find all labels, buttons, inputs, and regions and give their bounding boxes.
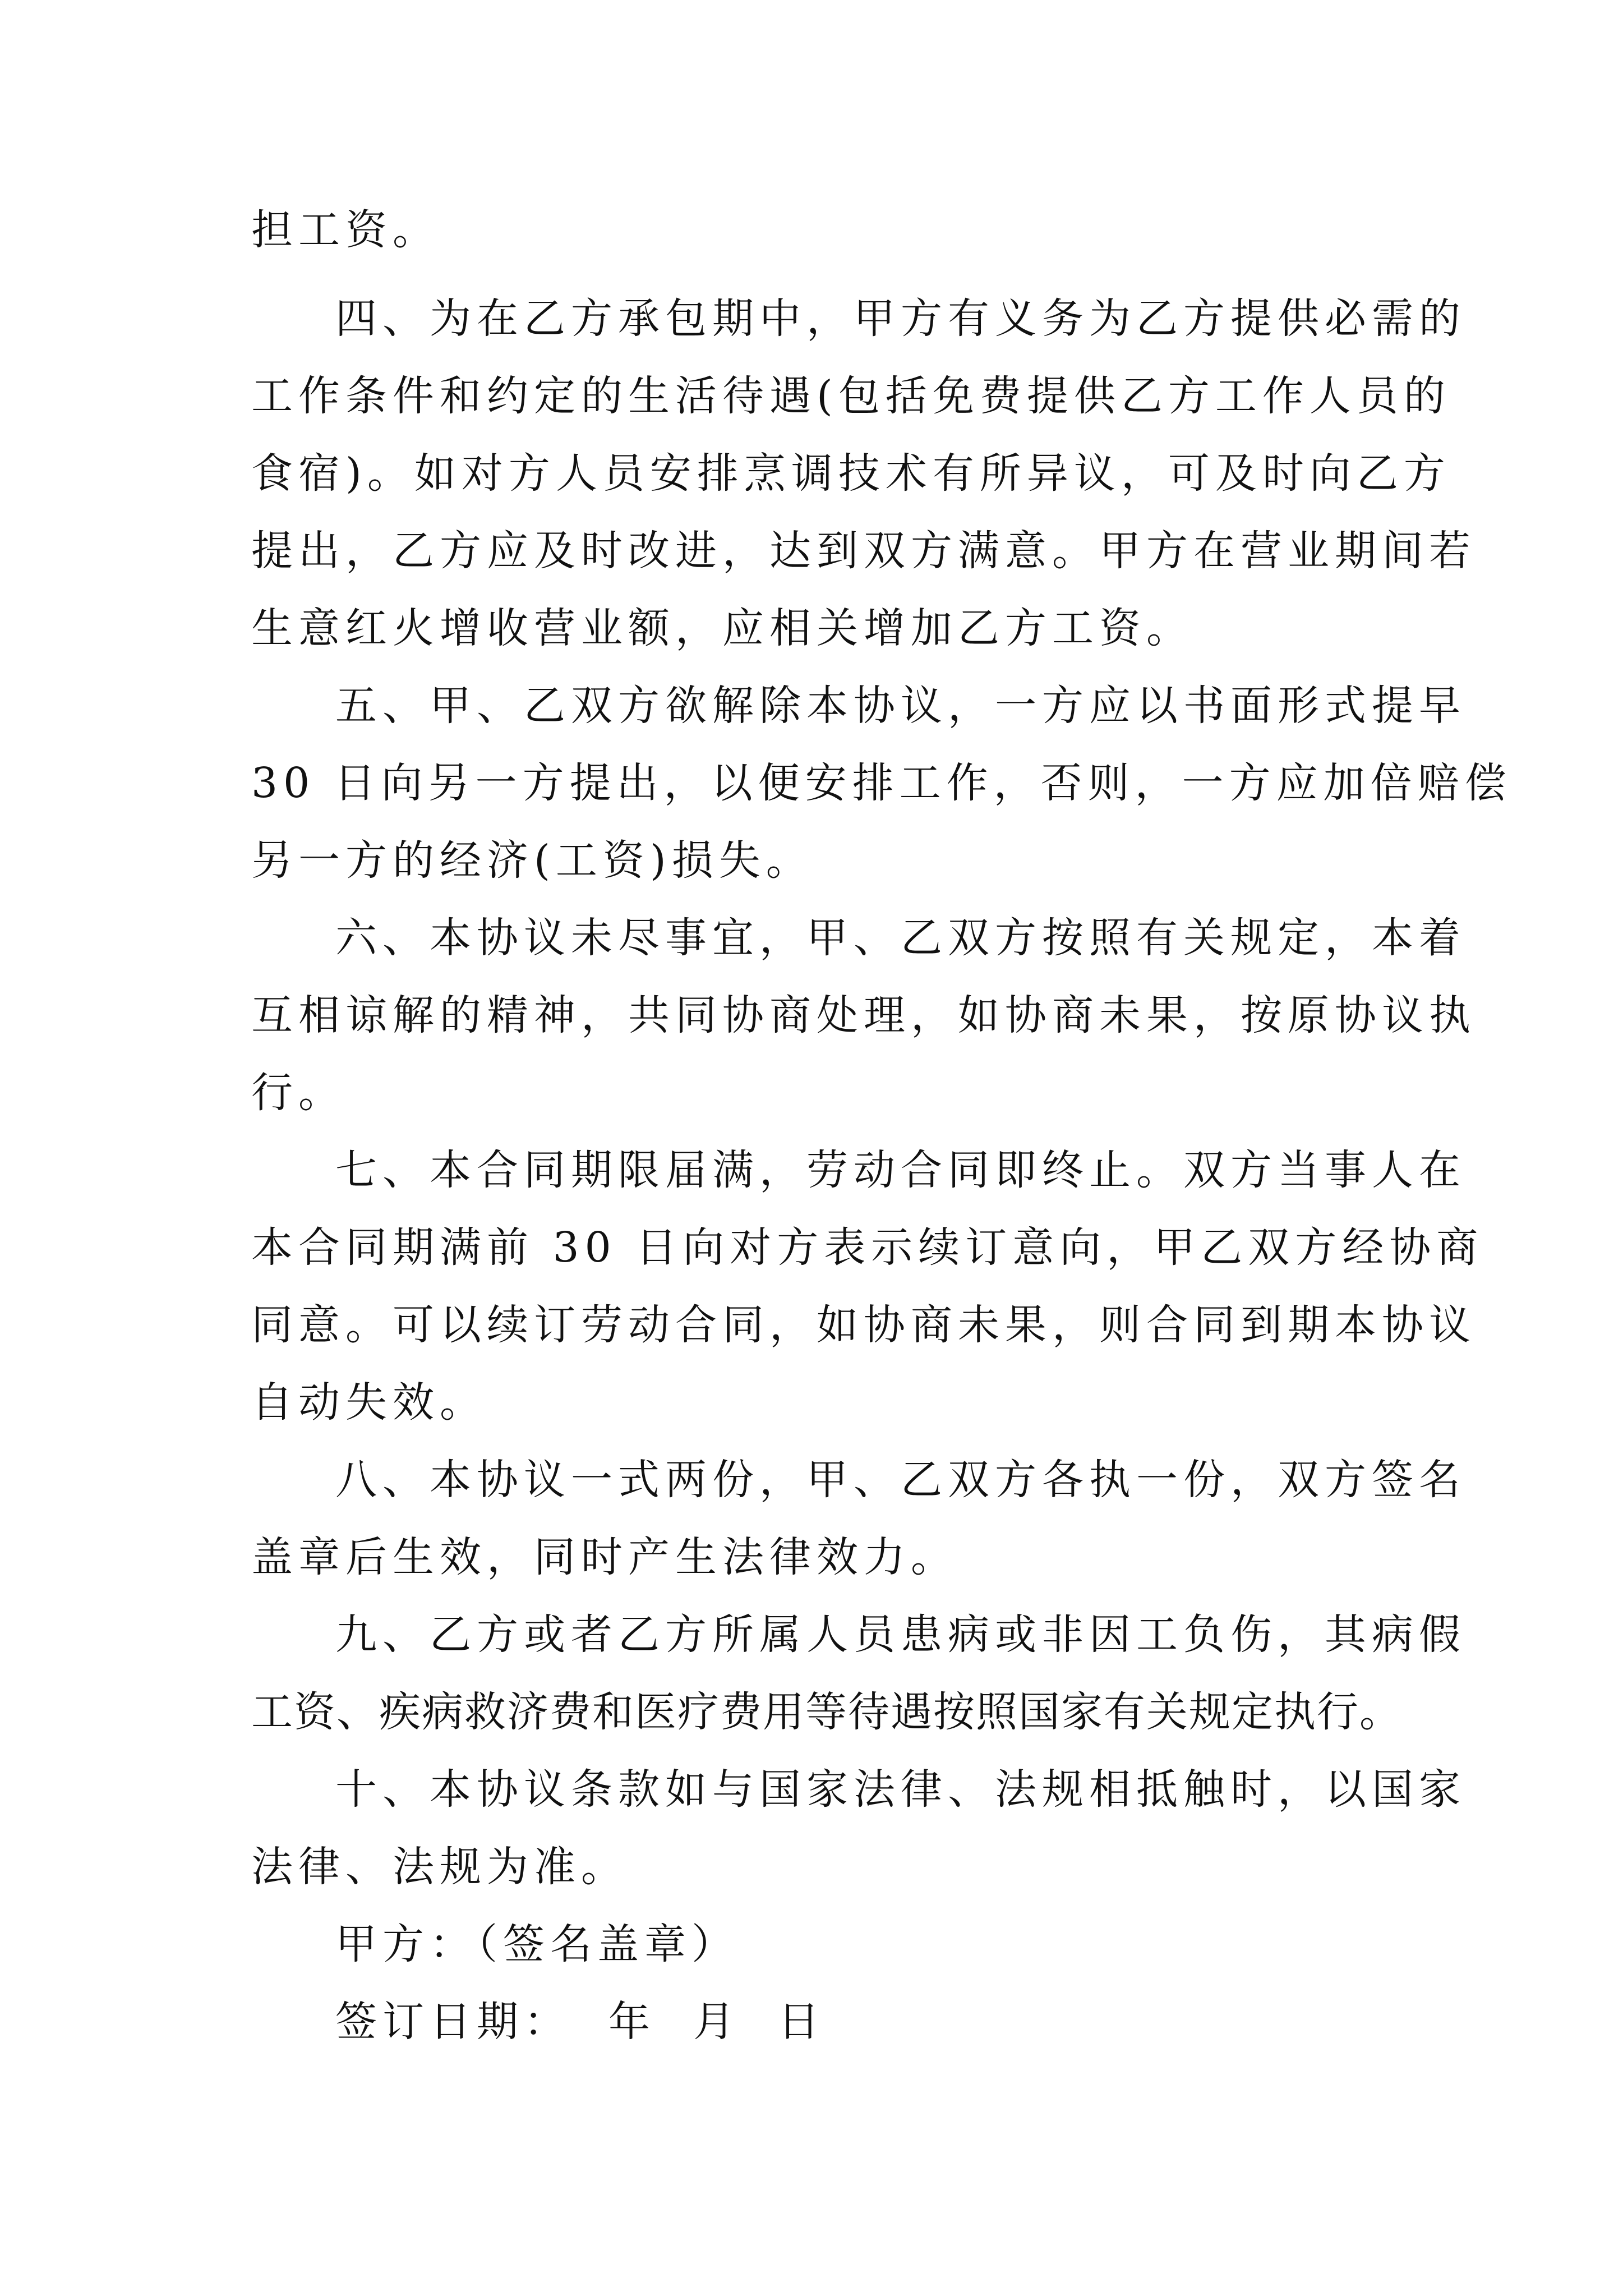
text-line: 担工资。 [251, 206, 440, 254]
clause-4-line: 食宿)。如对方人员安排烹调技术有所异议，可及时向乙方 [251, 449, 1451, 498]
clause-7-line: 本合同期满前 30 日向对方表示续订意向，甲乙双方经协商 [251, 1223, 1484, 1272]
clause-5-line: 五、甲、乙双方欲解除本协议，一方应以书面形式提早 [335, 682, 1466, 730]
clause-7-line: 七、本合同期限届满，劳动合同即终止。双方当事人在 [335, 1146, 1466, 1194]
clause-6-line: 行。 [251, 1069, 345, 1117]
clause-7-line: 同意。可以续订劳动合同，如协商未果，则合同到期本协议 [251, 1301, 1476, 1349]
clause-4-line: 提出，乙方应及时改进，达到双方满意。甲方在营业期间若 [251, 527, 1476, 575]
clause-4-line: 工作条件和约定的生活待遇(包括免费提供乙方工作人员的 [251, 372, 1451, 420]
clause-7-line: 自动失效。 [251, 1378, 487, 1427]
signing-date-line: 签订日期： 年 月 日 [335, 1998, 826, 2046]
clause-9-line: 工资、疾病救济费和医疗费用等待遇按照国家有关规定执行。 [251, 1688, 1402, 1736]
clause-8-line: 盖章后生效，同时产生法律效力。 [251, 1533, 958, 1581]
clause-6-line: 互相谅解的精神，共同协商处理，如协商未果，按原协议执 [251, 991, 1476, 1039]
clause-6-line: 六、本协议未尽事宜，甲、乙双方按照有关规定，本着 [335, 914, 1466, 962]
party-a-signature-line: 甲方：（签名盖章） [335, 1920, 739, 1968]
clause-8-line: 八、本协议一式两份，甲、乙双方各执一份，双方签名 [335, 1456, 1466, 1504]
clause-5-line: 30 日向另一方提出，以便安排工作，否则，一方应加倍赔偿 [251, 759, 1512, 807]
clause-10-line: 法律、法规为准。 [251, 1843, 628, 1891]
clause-5-line: 另一方的经济(工资)损失。 [251, 836, 813, 885]
clause-4-line: 四、为在乙方承包期中，甲方有义务为乙方提供必需的 [335, 295, 1466, 343]
clause-9-line: 九、乙方或者乙方所属人员患病或非因工负伤，其病假 [335, 1611, 1466, 1659]
clause-4-line: 生意红火增收营业额，应相关增加乙方工资。 [251, 604, 1193, 652]
clause-10-line: 十、本协议条款如与国家法律、法规相抵触时，以国家 [335, 1765, 1466, 1814]
